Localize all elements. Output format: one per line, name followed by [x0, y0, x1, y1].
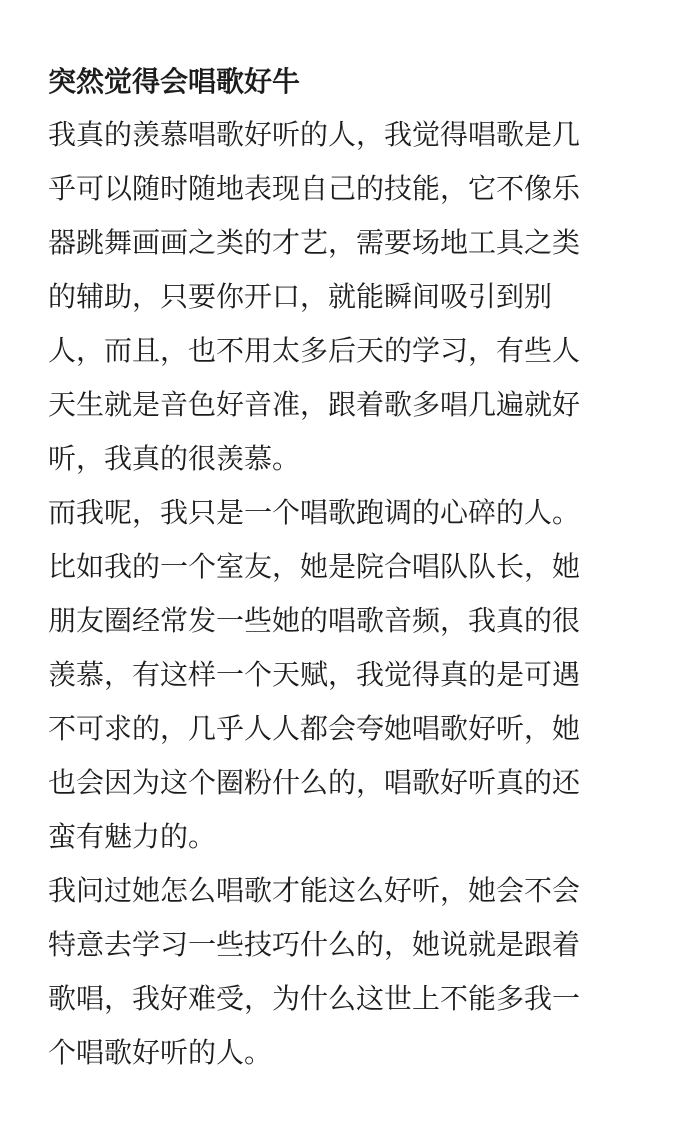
- body-line: 朋友圈经常发一些她的唱歌音频，我真的很: [48, 604, 581, 637]
- body-line: 蛮有魅力的。: [48, 820, 217, 853]
- body-line: 羡慕，有这样一个天赋，我觉得真的是可遇: [48, 658, 581, 691]
- body-line: 个唱歌好听的人。: [48, 1036, 273, 1069]
- body-line: 也会因为这个圈粉什么的，唱歌好听真的还: [48, 766, 581, 799]
- body-line: 乎可以随时随地表现自己的技能，它不像乐: [48, 172, 581, 205]
- post-body: [48, 108, 660, 1080]
- body-line: 听，我真的很羡慕。: [48, 442, 301, 475]
- body-line: 我真的羡慕唱歌好听的人，我觉得唱歌是几: [48, 118, 581, 151]
- body-line: 天生就是音色好音准，跟着歌多唱几遍就好: [48, 388, 581, 421]
- body-line: 歌唱，我好难受，为什么这世上不能多我一: [48, 982, 581, 1015]
- body-line: 的辅助，只要你开口，就能瞬间吸引到别: [48, 280, 553, 313]
- body-line: 特意去学习一些技巧什么的，她说就是跟着: [48, 928, 581, 961]
- body-line: 而我呢，我只是一个唱歌跑调的心碎的人。: [48, 496, 581, 529]
- post-content: [48, 56, 660, 1080]
- post-title: 突然觉得会唱歌好牛: [48, 65, 301, 98]
- body-line: 器跳舞画画之类的才艺，需要场地工具之类: [48, 226, 581, 259]
- body-line: 不可求的，几乎人人都会夸她唱歌好听，她: [48, 712, 581, 745]
- body-line: 我问过她怎么唱歌才能这么好听，她会不会: [48, 874, 581, 907]
- body-line: 比如我的一个室友，她是院合唱队队长，她: [48, 550, 581, 583]
- body-line: 人，而且，也不用太多后天的学习，有些人: [48, 334, 581, 367]
